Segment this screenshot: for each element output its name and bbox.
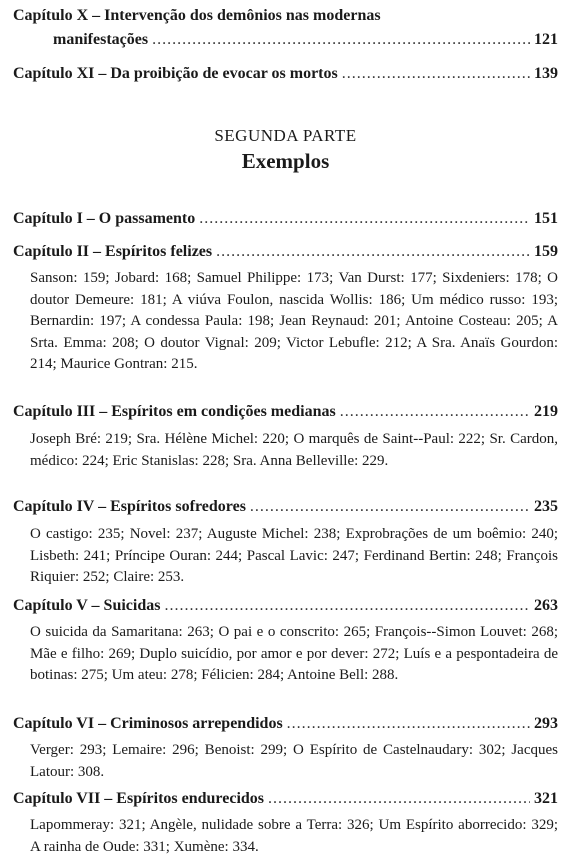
toc-entry-chapter-v <box>13 594 558 618</box>
chapter-title: Capítulo I – O passamento <box>13 210 196 227</box>
chapter-items: Joseph Bré: 219; Sra. Hélène Michel: 220; O marquês de Saint--Paul: 222; Sr. Cardon, médico: 224; Eric Stanislas: 228; Sra. Anna Belleville: 229. <box>30 431 558 469</box>
chapter-items: O castigo: 235; Novel: 237; Auguste Michel: 238; Exprobrações de um boêmio: 240; Lisbeth: 241; Príncipe Ouran: 244; Pascal Lavic: 247; Ferdinand Bertin: 248; François Riquier: 252; Claire: 253. <box>30 526 558 586</box>
toc-entry-chapter-iii <box>13 400 558 424</box>
toc-entry-chapter-vi <box>13 712 558 736</box>
chapter-items: Verger: 293; Lemaire: 296; Benoist: 299; O Espírito de Castelnaudary: 302; Jacques Latour: 308. <box>30 742 558 780</box>
chapter-title: Capítulo VII – Espíritos endurecidos <box>13 790 265 807</box>
page-number: 159 <box>534 243 558 260</box>
page-number: 151 <box>534 210 558 227</box>
chapter-title: Capítulo V – Suicidas <box>13 597 161 614</box>
chapter-items: Sanson: 159; Jobard: 168; Samuel Philippe: 173; Van Durst: 177; Sixdeniers: 178; O doutor Demeure: 181; A viúva Foulon, nascida Wollis: 186; Um médico russo: 193; Bernardin: 197; A condessa Paula: 198; Jean Reynaud: 201; Antoine Costeau: 205; A Srta. Emma: 208; O doutor Vignal: 209; Victor Lebufle: 212; A Sra. Anaïs Gourdon: 214; Maurice Gontran: 215. <box>30 270 558 373</box>
chapter-title: Capítulo III – Espíritos em condições medianas <box>13 403 336 420</box>
dot-leader <box>199 207 530 231</box>
dot-leader <box>268 787 530 811</box>
toc-entry-chapter-xi <box>13 62 558 86</box>
page-number: 263 <box>534 597 558 614</box>
part-title: Exemplos <box>241 149 330 173</box>
chapter-title-line2-row <box>13 28 558 52</box>
page-number: 219 <box>534 403 558 420</box>
dot-leader <box>340 400 530 424</box>
chapter-items: O suicida da Samaritana: 263; O pai e o conscrito: 265; François--Simon Louvet: 268; Mãe e filho: 269; Duplo suicídio, por amor e por dever: 272; Luís e a pespontadeira de botinas: 275; Um ateu: 278; Félicien: 284; Antoine Bell: 288. <box>30 624 558 684</box>
chapter-items: Lapommeray: 321; Angèle, nulidade sobre a Terra: 326; Um Espírito aborrecido: 329; A rainha de Oude: 331; Xumène: 334. <box>30 817 558 855</box>
chapter-title-line1: Capítulo X – Intervenção dos demônios nas modernas <box>13 7 381 24</box>
page-number: 235 <box>534 498 558 515</box>
part-label: SEGUNDA PARTE <box>214 126 357 145</box>
dot-leader <box>342 62 530 86</box>
chapter-title: Capítulo IV – Espíritos sofredores <box>13 498 246 515</box>
toc-entry-chapter-ii <box>13 240 558 264</box>
page-number: 293 <box>534 715 558 732</box>
page-number: 321 <box>534 790 558 807</box>
chapter-title-line2: manifestações <box>53 31 149 48</box>
dot-leader <box>287 712 530 736</box>
toc-entry-chapter-iv <box>13 495 558 519</box>
part-header <box>13 124 558 174</box>
chapter-title: Capítulo II – Espíritos felizes <box>13 243 213 260</box>
chapter-title: Capítulo VI – Criminosos arrependidos <box>13 715 283 732</box>
dot-leader <box>164 594 530 618</box>
toc-entry-chapter-vii <box>13 787 558 811</box>
chapter-title: Capítulo XI – Da proibição de evocar os mortos <box>13 65 338 82</box>
page-number: 121 <box>534 31 558 48</box>
toc-entry-chapter-i <box>13 207 558 231</box>
dot-leader <box>216 240 530 264</box>
page-number: 139 <box>534 65 558 82</box>
dot-leader <box>152 28 530 52</box>
toc-entry-chapter-x <box>13 4 558 52</box>
dot-leader <box>250 495 530 519</box>
